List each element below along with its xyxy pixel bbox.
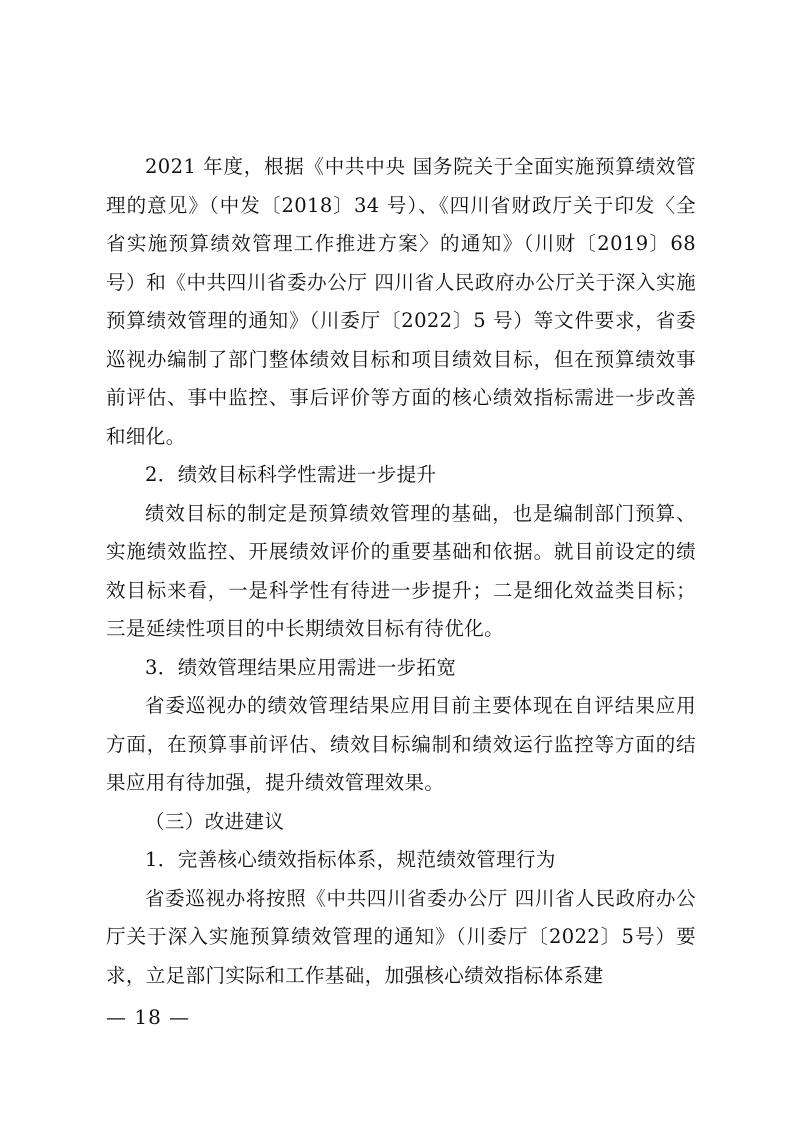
paragraph-budget-performance-background: 2021 年度，根据《中共中央 国务院关于全面实施预算绩效管理的意见》（中发〔2018〕34 号）、《四川省财政厅关于印发〈全省实施预算绩效管理工作推进方案〉的通知》（川财〔2019〕68 号）和《中共四川省委办公厅 四川省人民政府办公厅关于深入实施预算绩效管理的通知》（川委厅〔2022〕5 号）等文件要求，省委巡视办编制了部门整体绩效目标和项目绩效目标，但在预算绩效事前评估、事中监控、事后评价等方面的核心绩效指标需进一步改善和细化。 <box>106 155 696 448</box>
paragraph-core-indicator-system: 省委巡视办将按照《中共四川省委办公厅 四川省人民政府办公厅关于深入实施预算绩效管理的通知》（川委厅〔2022〕5号）要求，立足部门实际和工作基础，加强核心绩效指标体系建 <box>106 886 696 987</box>
page-number: — 18 — <box>106 1005 191 1029</box>
paragraph-performance-goal-science: 绩效目标的制定是预算绩效管理的基础，也是编制部门预算、实施绩效监控、开展绩效评价的重要基础和依据。就目前设定的绩效目标来看，一是科学性有待进一步提升；二是细化效益类目标；三是延续性项目的中长期绩效目标有待优化。 <box>106 501 696 640</box>
paragraph-result-application: 省委巡视办的绩效管理结果应用目前主要体现在自评结果应用方面，在预算事前评估、绩效目标编制和绩效运行监控等方面的结果应用有待加强，提升绩效管理效果。 <box>106 694 696 794</box>
heading-improvement-suggestions: （三）改进建议 <box>145 809 285 833</box>
body-text <box>106 148 696 995</box>
heading-result-application: 3．绩效管理结果应用需进一步拓宽 <box>145 655 457 679</box>
heading-core-indicator-system: 1．完善核心绩效指标体系，规范绩效管理行为 <box>145 848 556 871</box>
heading-performance-goal-science: 2．绩效目标科学性需进一步提升 <box>145 463 437 486</box>
